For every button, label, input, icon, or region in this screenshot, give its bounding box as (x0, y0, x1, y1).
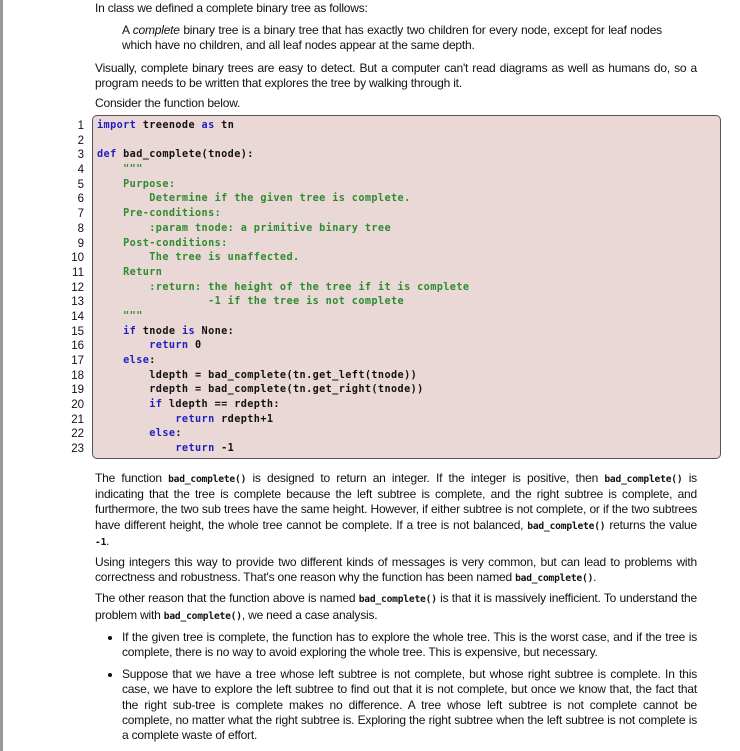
code-docstring: :return: the height of the tree if it is complete (97, 281, 470, 293)
line-number: 6 (77, 193, 84, 206)
text-run: returns the value (605, 517, 697, 532)
text-run: is designed to return an integer. If the integer is positive, then (246, 471, 605, 485)
inline-code: bad_complete() (604, 474, 683, 485)
code-line (97, 119, 469, 134)
line-number: 3 (77, 149, 84, 162)
code-keyword: if (97, 399, 163, 411)
line-number: 1 (77, 120, 84, 132)
code-line (97, 178, 469, 193)
line-number: 10 (71, 252, 84, 265)
list-item (122, 630, 697, 660)
code-text: rdepth+1 (214, 413, 274, 425)
code-line (97, 354, 469, 369)
code-keyword: else (97, 355, 150, 366)
line-number: 13 (71, 296, 84, 309)
code-keyword: return (97, 413, 215, 425)
line-number: 9 (77, 237, 84, 250)
code-line (97, 383, 469, 398)
code-docstring: Pre-conditions: (97, 208, 222, 220)
text-run: , we need a case analysis. (241, 607, 378, 622)
paragraph-inefficient (95, 591, 697, 623)
line-number: 8 (77, 222, 84, 235)
text-run: . (106, 533, 110, 548)
line-number: 2 (77, 134, 84, 147)
code-text: None: (195, 325, 235, 337)
code-line (97, 339, 469, 354)
text-run: The other reason that the function above is named (95, 591, 359, 606)
text-run: Consider the function below. (95, 96, 241, 111)
code-line (97, 295, 469, 310)
line-number: 11 (72, 266, 84, 279)
code-text: rdepth = bad_complete(tn.get_right(tnode)) (97, 384, 424, 396)
code-text: tnode (136, 325, 182, 337)
inline-code: -1 (95, 536, 107, 548)
code-line (97, 237, 469, 252)
code-text: ldepth == rdepth: (162, 399, 280, 411)
code-line (97, 325, 469, 340)
code-docstring: Purpose: (97, 178, 176, 190)
inline-code: bad_complete() (168, 474, 247, 485)
emphasis-text: complete (132, 23, 180, 38)
text-run: is that it is massively inefficient. To understand the problem with (95, 591, 697, 622)
line-number: 18 (71, 369, 84, 382)
code-line (97, 442, 469, 457)
text-run: A (122, 23, 133, 38)
code-docstring: :param tnode: a primitive binary tree (97, 222, 392, 234)
code-line (97, 413, 469, 428)
intro-paragraph (95, 1, 697, 16)
text-run: Using integers this way to provide two different kinds of messages is very common, but can lead to problems with correctness and robustness. That's one reason why the function has been named (95, 555, 697, 585)
code-keyword: is (181, 325, 196, 337)
code-keyword: return (97, 340, 189, 352)
code-keyword: if (97, 325, 137, 337)
code-line (97, 207, 469, 222)
code-line (97, 266, 469, 281)
code-docstring: Post-conditions: (97, 237, 228, 249)
code-docstring: """ (97, 310, 143, 322)
inline-code: bad_complete() (163, 610, 242, 622)
code-text: treenode (136, 120, 202, 131)
line-number: 21 (71, 413, 84, 426)
text-run: . (593, 570, 597, 585)
line-number: 22 (71, 428, 84, 441)
list-item (122, 667, 697, 743)
text-run: Suppose that we have a tree whose left subtree is not complete, but whose right subtree is complete. In this case, we have to explore the left subtree to find out that it is not complete, but once we know that, the fact that the right sub-tree is complete makes no difference. A tree whose left subtree is not complete cannot be complete, no matter what the right subtree is. Exploring the right subtree when the left subtree is not complete is a complete waste of effort. (122, 667, 697, 743)
inline-code: bad_complete() (515, 573, 594, 585)
code-text: ldepth = bad_complete(tn.get_left(tnode)) (97, 369, 418, 381)
inline-code: bad_complete() (358, 594, 437, 606)
code-line (97, 148, 469, 163)
code-keyword: return (97, 443, 215, 455)
code-line (97, 251, 469, 266)
text-run: Visually, complete binary trees are easy to detect. But a computer can't read diagrams as well as humans do, so a program needs to be written that explores the tree by walking through it. (95, 60, 697, 90)
code-line (97, 398, 469, 413)
code-text: bad_complete(tnode): (116, 149, 254, 161)
line-number: 4 (77, 164, 84, 177)
case-analysis-list (95, 630, 697, 743)
line-number: 19 (71, 384, 84, 397)
paragraph-integers (95, 555, 697, 586)
code-line (97, 222, 469, 237)
code-docstring: Return (97, 266, 163, 278)
document-body (95, 471, 697, 750)
code-line (97, 281, 469, 296)
line-number: 16 (71, 340, 84, 353)
code-text: -1 (214, 443, 235, 455)
code-line (97, 369, 469, 384)
line-number: 5 (77, 178, 84, 191)
line-number: 20 (71, 399, 84, 412)
code-docstring: The tree is unaffected. (97, 252, 300, 264)
line-number: 23 (71, 443, 84, 456)
text-run: In class we defined a complete binary tree as follows: (95, 1, 368, 15)
code-line (97, 192, 469, 207)
text-run: is indicating that the tree is complete because the left subtree is complete, and the right subtree is complete, and furthermore, the two sub trees have the same height. However, if either subtree is not complete, or if the two subtrees have different height, the whole tree cannot be complete. If a tree is not balanced, (95, 471, 697, 532)
line-number: 12 (71, 281, 84, 294)
paragraph-explanation (95, 471, 697, 550)
text-run: If the given tree is complete, the function has to explore the whole tree. This is the worst case, and if the tree is complete, there is no way to avoid exploring the whole tree. This is expensive, but necessary. (122, 629, 697, 660)
line-number: 14 (71, 310, 84, 323)
line-number: 17 (71, 355, 84, 367)
code-text: : (149, 355, 156, 366)
code-listing (97, 119, 469, 457)
code-line (97, 427, 469, 442)
code-keyword: def (97, 149, 117, 161)
code-docstring: Determine if the given tree is complete. (97, 193, 411, 205)
code-line (97, 310, 469, 325)
code-keyword: as (201, 120, 215, 131)
inline-code: bad_complete() (527, 520, 606, 532)
paragraph-visual (95, 61, 697, 91)
paragraph-consider (95, 96, 697, 111)
code-text: tn (214, 120, 235, 131)
line-number: 7 (77, 208, 84, 221)
text-run: binary tree is a binary tree that has exactly two children for every node, except for leaf nodes which have no children, and all leaf nodes appear at the same depth. (122, 23, 662, 53)
code-line (97, 163, 469, 178)
code-docstring: """ (97, 164, 143, 176)
line-numbers (60, 119, 84, 457)
code-line (97, 134, 469, 149)
line-number: 15 (71, 325, 84, 338)
code-text: 0 (188, 340, 202, 352)
code-docstring: -1 if the tree is not complete (97, 296, 405, 308)
code-keyword: else (97, 428, 176, 440)
definition-quote (122, 23, 662, 53)
text-run: The function (95, 471, 169, 485)
code-text: : (175, 428, 182, 440)
code-keyword: import (97, 120, 137, 131)
viewer-edge (0, 0, 3, 751)
document-page (95, 1, 697, 111)
